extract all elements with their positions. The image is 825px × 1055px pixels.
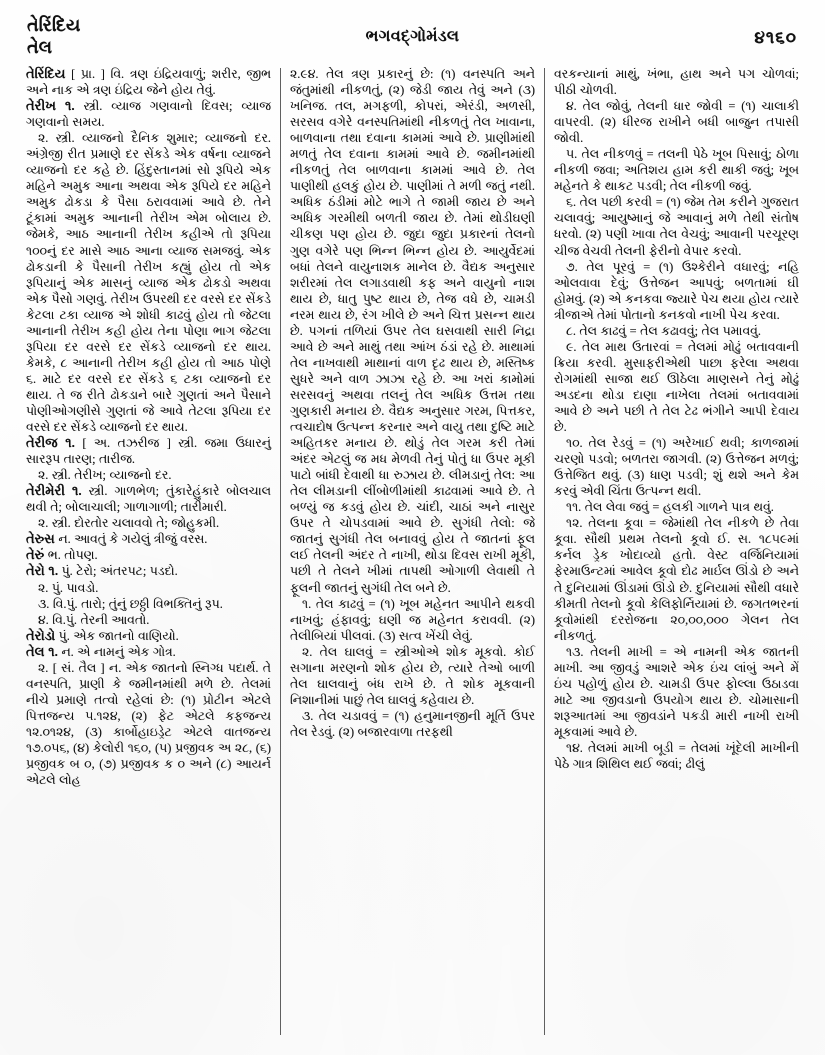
entry-body: ૧૦. તેલ રેડવું = (૧) અરેખાઈ થવી; કાળજામાં ચરણો પડવો; બળતરા જાગવી. (૨) ઉત્તેજન મળવું; ઉત્તેજિત થવું. (૩) ધાણ પડવી; શું થશે અને કેમ કરવું એવી ચિંતા ઉત્પન્ન થવી. [554, 436, 799, 499]
dictionary-entry [554, 323, 799, 339]
entry-headword: તેરીખ ૧. [26, 98, 75, 114]
dictionary-entry [554, 515, 799, 643]
dictionary-entry [26, 563, 271, 579]
entry-body: ૫. તેલ નીકળવું = તલની પેઠે ખૂબ પિસાવું; ઠોળા નીકળી જવા; અતિશય હામ કરી થાકી જવું; ખૂબ મહેનતે કે થાકટ પડવી; તેલ નીકળી જવું. [554, 147, 799, 194]
entry-body: ૧૧. તેલ લેવા જવું = હલકી ગાળને પાત્ર થવું. [566, 500, 774, 515]
entry-body: ૧. તેલ કાઢવું = (૧) ખૂબ મહેનત આપીને થકવી નાખવું; હંફાવવું; ઘણી જ મહેનત કરાવવી. (૨) તેલીબિયાં પીલવાં. (૩) સત્વ ખેંચી લેવું. [290, 596, 535, 643]
entry-body: ભ. તોપણ. [44, 548, 98, 563]
entry-body: ૨. સ્ત્રી. વ્યાજનો દૈનિક શુમાર; વ્યાજનો દર. અંગ્રેજી રીત પ્રમાણે દર સેંકડે એક વર્ષના વ્યાજને વ્યાજનો દર કહે છે. હિંદુસ્તાનમાં સો રૂપિયે એક મહિને અમુક આના અથવા એક રૂપિયે દર મહિને અમુક ઢોકડા કે પૈસા ઠરાવવામાં આવે છે. તેને ટૂંકામાં અમુક આનાની તેરીખ એમ બોલાય છે. જેમકે, આઠ આનાની તેરીખ કહીએ તો રૂપિયા ૧૦૦નું દર માસે આઠ આના વ્યાજ સમજવું. એક ઢોકડાની કે પૈસાની તેરીખ કહ્યું હોય તો એક રૂપિયાનું એક માસનું વ્યાજ એક ઢોકડો અથવા એક પૈસો ગણવું. તેરીખ ઉપરથી દર વરસે દર સેંકડે કેટલા ટકા વ્યાજ એ શોધી કાઢવું હોય તો જેટલા આનાની તેરીખ કહી હોય તેના પોણા ભાગ જેટલા રૂપિયા દર વરસે દર સેંકડે વ્યાજનો દર થાય. કેમકે, ૮ આનાની તેરીખ કહી હોય તો આઠ પોણે ૬. માટે દર વરસે દર સેંકડે ૬ ટકા વ્યાજનો દર થાય. તે જ રીતે ઢોકડાને બારે ગુણતાં અને પૈસાને પોણીઓગણીસે ગુણતાં જે આવે તેટલા રૂપિયા દર વરસે દર સેંકડે વ્યાજનો દર થાય. [26, 131, 271, 435]
entry-body: ૩. તેલ ચડાવવું = (૧) હનુમાનજીની મૂર્તિ ઉપર તેલ રેડવું. (૨) બજારવાળા તરફથી [290, 708, 535, 739]
dictionary-entry [290, 708, 535, 740]
dictionary-entry [26, 612, 271, 628]
entry-headword: તેરીજ ૧. [26, 435, 75, 451]
column-3 [550, 66, 803, 1041]
entry-body: ૮. તેલ કાઢવું = તેલ કઢાવવું; તેલ પમાવવું. [566, 323, 761, 338]
entry-body: ૯. તેલ માથ ઉતારવાં = તેલમાં મોઢું બતાવવાની ક્રિયા કરવી. મુસાફરીએથી પાછા ફરેલા અથવા રોગમાંથી સાજા થઈ ઊઠેલા માણસને તેનું મોઢું અડદના થોડા દાણા નાખેલા તેલમાં બતાવવામાં આવે છે અને પછી તે તેલ ટેઢ ભંગીને આપી દેવાય છે. [554, 339, 799, 435]
dictionary-entry [26, 483, 271, 515]
dictionary-entry [26, 644, 271, 660]
dictionary-entry [26, 628, 271, 644]
entry-body: ન. એ નામનું એક ગોત્ર. [57, 644, 176, 659]
dictionary-entry [26, 515, 271, 531]
entry-headword: તેરોડો [26, 627, 56, 643]
dictionary-entry [26, 130, 271, 435]
entry-headword: તેરુસ [26, 531, 55, 547]
entry-body: ૩. વિ.પું. તારો; તુંનું છઠ્ઠી વિભક્તિનું રૂપ. [38, 596, 223, 611]
entry-body: ૨. તેલ ઘાલવું = સ્ત્રીઓએ શોક મૂકવો. કોઈ સગાના મરણનો શોક હોય છે, ત્યારે તેઓ બાળી તેલ ઘાલવાનું બંધ રાખે છે. તે શોક મૂકવાની નિશાનીમાં પાછું તેલ ઘાલવું કહેવાય છે. [290, 644, 535, 707]
entry-body: વરકન્યાનાં માથું, ખંભા, હાથ અને પગ ચોળવાં; પીઠી ચોળવી. [554, 67, 799, 98]
dictionary-entry [554, 98, 799, 146]
column-rule-2 [539, 66, 550, 1041]
dictionary-entry [554, 435, 799, 499]
entry-body: સ્ત્રી. ગાળભેળ; તુંકારેહુંકારે બોલચાલ થવી તે; બોલાચાલી; ગાળાગાળી; તારીમારી. [26, 484, 271, 515]
dictionary-entry [26, 467, 271, 483]
dictionary-entry [26, 580, 271, 596]
entry-body: ૨. [ સં. તૈલ ] ન. એક જાતનો સ્નિગ્ધ પદાર્થ. તે વનસ્પતિ, પ્રાણી કે જમીનમાંથી મળે છે. તેલમાં નીચે પ્રમાણે તત્વો રહેલાં છે: (૧) પ્રોટીન એટલે પિત્તજન્ય ૫.૧૨૪, (૨) ફેટ એટલે કફજન્ય ૧૨.૦૧૨૪, (૩) કાર્બોહાઇડ્રેટ એટલે વાતજન્ય ૧૭.૦૫૬, (૪) કેલોરી ૧૬૦, (૫) પ્રજીવક અ ૨૮, (૬) પ્રજીવક બ ૦, (૭) પ્રજીવક ક ૦ અને (૮) આયર્ન એટલે લોહ [26, 660, 271, 788]
entry-body: ૨. સ્ત્રી. તેરીખ; વ્યાજનો દર. [38, 468, 172, 483]
dictionary-entry [554, 644, 799, 740]
page-number: ૪૧૬૦ [754, 28, 797, 47]
entry-body: ૪. વિ.પું. તેરની આવતો. [38, 612, 150, 627]
column-1 [22, 66, 275, 1041]
dictionary-entry [26, 66, 271, 98]
dictionary-entry [554, 499, 799, 515]
entry-body: ૨.૯૪. તેલ ત્રણ પ્રકારનું છે: (૧) વનસ્પતિ અને જંતુમાંથી નીકળતું, (૨) જેડી જાય તેવું અને (૩) ખનિજ. તલ, મગફળી, કોપરાં, એરંડી, અળસી, સરસવ વગેરે વનસ્પતિમાંથી નીકળતું તેલ ખાવાના, બાળવાના તથા દવાના કામમાં આવે છે. પ્રાણીમાંથી મળતું તેલ દવાના કામમાં આવે છે. જમીનમાંથી નીકળતું તેલ બાળવાના કામમાં આવે છે. તેલ પાણીથી હલકું હોય છે. પાણીમાં તે મળી જતું નથી. અધિક ઠંડીમાં મોટે ભાગે તે જામી જાય છે અને અધિક ગરમીથી બળતી જાય છે. તેમાં થોડીઘણી ચીકણ પણ હોય છે. જુદા જુદા પ્રકારનાં તેલનો ગુણ વગેરે પણ ભિન્ન ભિન્ન હોય છે. આયુર્વેદમાં બધાં તેલને વાયુનાશક માનેલ છે. વૈદ્યક અનુસાર શરીરમાં તેલ લગાડવાથી કફ અને વાયુનો નાશ થાય છે, ધાતુ પુષ્ટ થાય છે, તેજ વધે છે, ચામડી નરમ થાય છે, રંગ ખીલે છે અને ચિત્ત પ્રસન્ન થાય છે. પગનાં તળિયાં ઉપર તેલ ઘસવાથી સારી નિદ્રા આવે છે અને માથું તથા આંખ ઠંડાં રહે છે. માથામાં તેલ નાખવાથી માથાનાં વાળ દૃઢ થાય છે, મસ્તિષ્ક સુધરે અને વાળ ઝાઝા રહે છે. આ ખરાં કામોમાં સરસવનું અથવા તલનું તેલ અધિક ઉત્તમ તથા ગુણકારી મનાય છે. વૈદ્યક અનુસાર ગરમ, પિત્તકર, ત્વચાદોષ ઉત્પન્ન કરનાર અને વાયુ તથા દુષ્ટિ માટે અહિતકર મનાય છે. થોડું તેલ ગરમ કરી તેમાં અંદર એટલું જ મધ મેળવી તેનું પોતું ધા ઉપર મૂકી પાટો બાંધી દેવાથી ધા રુઝાય છે. લીમડાનું તેલ: આ તેલ લીમડાની લીંબોળીમાંથી કાઢવામાં આવે છે. તે બળ્યું જ કડવું હોય છે. ચાંદી, ચાઠાં અને નાસુર ઉપર તે ચોપડવામાં આવે છે. સુગંધી તેલો: જે જાતનું સુગંધી તેલ બનાવવું હોય તે જાતનાં ફૂલ લઈ તેલની અંદર તે નાખી, થોડા દિવસ રાખી મૂકી, પછી તે તેલને ખીમાં તાપથી ઓગાળી લેવાથી તે ફૂલની જાતનું સુગંધી તેલ બને છે. [290, 67, 535, 595]
entry-headword: તેરિંદિય [26, 66, 66, 81]
entry-body: ૭. તેલ પૂરવું = (૧) ઉશ્કેરીને વધારવું; નહિ ઓલવાવા દેવું; ઉત્તેજન આપવું; બળતામાં ઘી હોમવું. (૨) એ કનકવા જ્યારે પેચ થયા હોય ત્યારે ત્રીજાએ તેમાં પોતાનો કનકવો નાખી પેચ કરવા. [554, 259, 799, 322]
entry-body: ૧૩. તેલની માખી = એ નામની એક જાતની માખી. આ જીવડું આશરે એક ઇંચ લાંબું અને મેં ઇંચ પહોળું હોય છે. ચામડી ઉપર ફોલ્લા ઉઠાડવા માટે આ જીવડાનો ઉપયોગ થાય છે. ચોમાસાની શરૂઆતમાં આ જીવડાંને પકડી મારી નાખી રાખી મૂકવામાં આવે છે. [554, 644, 799, 739]
dictionary-entry [290, 66, 535, 596]
running-head-left-line-2: તેલ [27, 37, 53, 57]
entry-body: ૨. સ્ત્રી. દોરતોર ચલાવવો તે; જોહુકમી. [38, 516, 220, 531]
entry-body: [ પ્રા. ] વિ. ત્રણ ઇંદ્રિયવાળું; શરીર, જીભ અને નાક એ ત્રણ ઇંદ્રિય જેને હોય તેવું. [26, 67, 271, 98]
entry-body: ૨. પું. પાવડો. [38, 580, 99, 595]
dictionary-entry [26, 98, 271, 130]
dictionary-entry [554, 339, 799, 435]
entry-body: ૧૪. તેલમાં માખી બૂડી = તેલમાં ખૂંદેલી માખીની પેઠે ગાત્ર શિથિલ થઈ જવાં; ઢીલું [554, 740, 799, 772]
text-columns [22, 66, 803, 1041]
column-2 [286, 66, 539, 1041]
dictionary-entry [554, 740, 799, 772]
book-title: ભગવદ્ગોમંડલ [365, 28, 460, 45]
entry-body: ન. આવતું કે ગયેલું ત્રીજું વરસ. [54, 532, 208, 547]
entry-headword: તેરો ૧. [26, 563, 59, 579]
running-head-left-line-1: તેરિંદિય [27, 15, 81, 35]
entry-body: પું. ટેરો; અંતરપટ; પડદો. [58, 564, 178, 579]
running-head [0, 14, 825, 70]
dictionary-entry [554, 259, 799, 323]
entry-headword: તેરું [26, 547, 45, 563]
dictionary-entry [26, 660, 271, 788]
column-rule-1 [275, 66, 286, 1041]
dictionary-entry [26, 547, 271, 563]
entry-body: ૬. તેલ પછી કરવી = (૧) જેમ તેમ કરીને ગુજરાત ચલાવવું; આયુષ્માનું જે આવાનું મળે તેથી સંતોષ ધરવો. (૨) પણી ખાવા તેલ વેચવું; આવાની પરચૂરણ ચીજ વેચવી તેલની ફેરીનો વેપાર કરવો. [554, 195, 799, 258]
dictionary-entry [554, 146, 799, 194]
dictionary-entry [290, 644, 535, 708]
dictionary-entry [290, 596, 535, 644]
dictionary-entry [26, 435, 271, 467]
entry-headword: તેલ ૧. [26, 643, 58, 659]
entry-body: [ અ. તઝરીજ ] સ્ત્રી. જમા ઉધારનું સારરૂપ તારણ; તારીજ. [26, 436, 271, 467]
dictionary-entry [554, 66, 799, 98]
entry-body: ૧૨. તેલના કૂવા = જેમાંથી તેલ નીકળે છે તેવા કૂવા. સૌથી પ્રથમ તેલનો કૂવો ઈ. સ. ૧૮૫૯માં કર્નલ ડ્રેક ખોદાવ્યો હતો. વેસ્ટ વર્જિનિયામાં ફેરમાઉન્ટમાં આવેલ કૂવો દોઢ માર્ઇલ ઊંડો છે અને તે દુનિયામાં ઊંડામાં ઊંડો છે. દુનિયામાં સૌથી વધારે કીમતી તેલનો કૂવો કેલિફોર્નિયામાં છે. જગતભરનાં કૂવોમાંથી દરરોજના ૨૦,૦૦,૦૦૦ ગેલન તેલ નીકળતું. [554, 516, 799, 643]
dictionary-entry [26, 531, 271, 547]
entry-headword: તેરીમેરી ૧. [26, 483, 82, 499]
dictionary-entry [554, 194, 799, 258]
entry-body: ૪. તેલ જોવું, તેલની ધાર જોવી = (૧) ચાલાકી વાપરવી. (૨) ધીરજ રાખીને બધી બાજુન તપાસી જોવી. [554, 99, 799, 146]
entry-body: પું. એક જાતનો વાણિયો. [55, 628, 179, 643]
entry-body: સ્ત્રી. વ્યાજ ગણવાનો દિવસ; વ્યાજ ગણવાનો સમય. [26, 99, 271, 130]
dictionary-entry [26, 596, 271, 612]
